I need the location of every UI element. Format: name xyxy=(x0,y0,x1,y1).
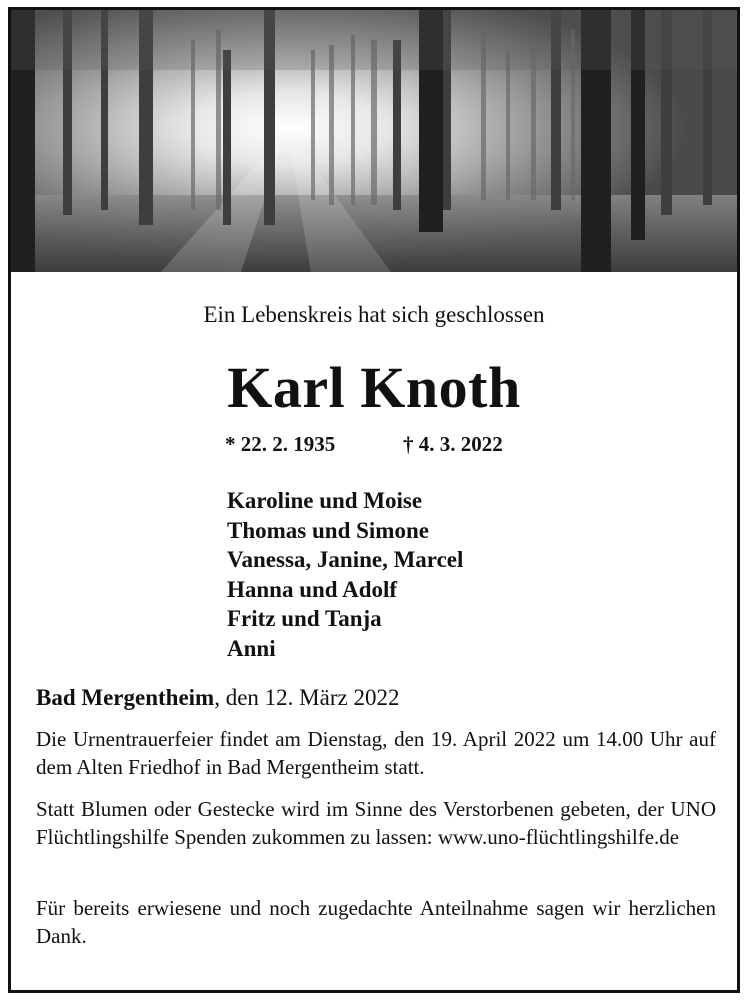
death-date: † 4. 3. 2022 xyxy=(403,432,503,456)
life-dates xyxy=(225,432,503,457)
subtitle: Ein Lebenskreis hat sich geschlossen xyxy=(203,302,545,327)
deceased-name: Karl Knoth xyxy=(227,355,521,420)
mourner-item: Karoline und Moise xyxy=(227,488,423,513)
thanks-paragraph: Für bereits erwiesene und noch zugedachte Anteilnahme sagen wir herzlichen Dank. xyxy=(36,896,716,948)
mourner-item: Anni xyxy=(227,635,276,661)
mourner-item: Vanessa, Janine, Marcel xyxy=(227,547,464,572)
mourner-item: Thomas und Simone xyxy=(227,517,429,543)
mourner-item: Fritz und Tanja xyxy=(227,606,382,631)
mourner-item: Hanna und Adolf xyxy=(227,576,398,602)
place-date-line xyxy=(36,684,716,712)
birth-date: * 22. 2. 1935 xyxy=(225,432,336,456)
mourners-list xyxy=(227,486,463,663)
forest-photo-icon xyxy=(11,10,737,272)
donation-paragraph: Statt Blumen oder Gestecke wird im Sinne des Verstorbenen gebeten, der UNO Flüchtlingshilfe Spenden zukommen zu lassen: www.uno-flüchtlingshilfe.de xyxy=(36,797,716,849)
forest-photo xyxy=(11,10,737,272)
date-line: , den 12. März 2022 xyxy=(214,685,400,710)
service-paragraph: Die Urnentrauerfeier findet am Dienstag, den 19. April 2022 um 14.00 Uhr auf dem Alten Friedhof in Bad Mergentheim statt. xyxy=(36,727,716,779)
place-name: Bad Mergentheim xyxy=(36,685,215,710)
obituary-frame xyxy=(8,7,740,993)
